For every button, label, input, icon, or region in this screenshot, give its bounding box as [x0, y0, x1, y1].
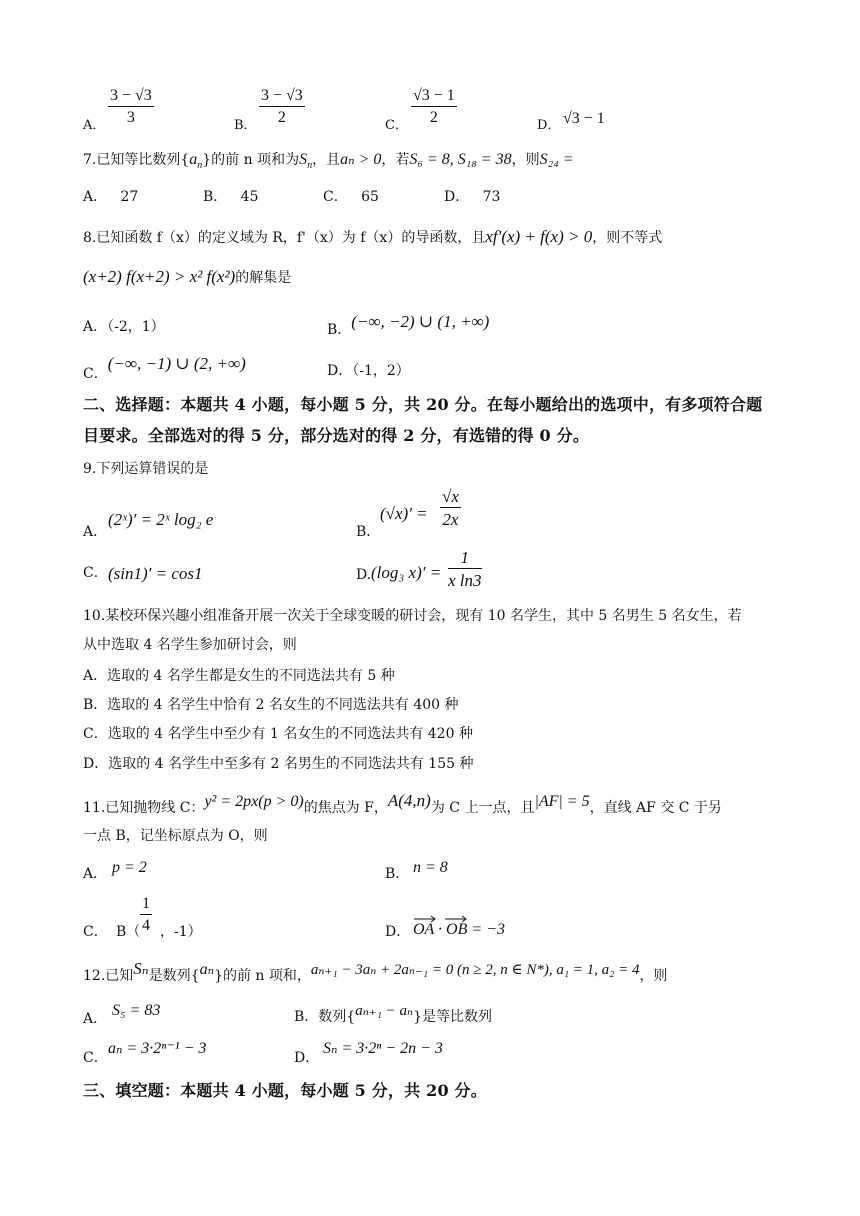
q7-condition-positive: aₙ > 0	[340, 151, 382, 168]
q11-option-d-label: D．	[385, 924, 411, 940]
q9-option-b-numerator: √x	[442, 487, 459, 506]
q8-option-c: C．(−∞, −1) ∪ (2, +∞)	[83, 354, 246, 382]
q12-option-b	[294, 1003, 493, 1025]
q9-option-d-denominator: x ln3	[448, 571, 482, 590]
q11-stem-part3: 为 C 上一点，且	[430, 800, 535, 816]
q9-option-d-label: D.	[356, 567, 372, 583]
q6-option-b-denominator: 2	[277, 109, 286, 126]
q8-stem-line2	[83, 268, 291, 285]
q9-option-a-expr: (2ˣ)′ = 2ˣ log₂ e	[108, 510, 214, 529]
q12-option-c-label: C．	[83, 1050, 108, 1066]
q11-parabola: y² = 2px(p > 0)	[204, 793, 304, 810]
section-2-line2: 目要求。全部选对的得 5 分，部分选对的得 2 分，有选错的得 0 分。	[83, 426, 590, 445]
q11-option-a-expr: p = 2	[112, 859, 147, 876]
q11-point: A(4,n)	[387, 791, 431, 810]
q9-option-b-lhs: (√x)′ =	[380, 504, 428, 523]
q7-seq-subscript: n	[197, 159, 203, 171]
q6-option-d-expr: √3 − 1	[563, 110, 605, 127]
q6-option-d-label: D．	[537, 118, 561, 133]
q10-option-c: C．选取的 4 名学生中至少有 1 名女生的不同选法共有 420 种	[83, 726, 473, 742]
q9-option-b-fraction	[440, 488, 461, 528]
q12-option-b-expr: aₙ₊₁ − aₙ	[355, 1003, 414, 1019]
q7-stem	[83, 152, 574, 171]
q9-option-c-expr: (sin1)′ = cos1	[108, 564, 203, 583]
q12-option-d-label: D．	[294, 1050, 320, 1066]
q8-inequality: (x+2) f(x+2) > x² f(x²)	[83, 267, 236, 286]
q6-option-b-numerator: 3 − √3	[259, 88, 305, 107]
q12-option-b-suffix: }是等比数列	[413, 1009, 493, 1025]
q9-option-c-label: C．	[83, 565, 108, 581]
q7-stem-part2: }的前 n 项和为	[202, 152, 300, 168]
q11-stem-part4: ，直线 AF 交 C 于另	[589, 800, 722, 816]
q12-stem	[83, 959, 668, 984]
q9-option-a-label: A．	[83, 524, 108, 540]
q7-sum-subscript: n	[307, 159, 313, 171]
q6-option-a-fraction	[108, 88, 154, 126]
q6-option-c-label: C．	[385, 118, 408, 133]
q12-sum-symbol: Sₙ	[133, 959, 149, 978]
q12-stem-part4: ，则	[639, 968, 668, 984]
q9-option-b-denominator: 2x	[442, 510, 459, 529]
section-2-line1: 二、选择题：本题共 4 小题，每小题 5 分，共 20 分。在每小题给出的选项中，有多项符合题	[83, 395, 763, 414]
q9-option-d-numerator: 1	[448, 549, 482, 569]
q12-recurrence: aₙ₊₁ − 3aₙ + 2aₙ₋₁ = 0 (n ≥ 2, n ∈ N*), a₁ = 1, a₂ = 4	[310, 962, 640, 978]
q11-stem-part2: 的焦点为 F，	[303, 800, 388, 816]
q9-stem: 9.下列运算错误的是	[83, 461, 209, 477]
q7-seq-symbol: a	[189, 151, 198, 168]
q9-option-d-lhs: (log₃ x)′ =	[371, 563, 442, 582]
q11-option-b-expr: n = 8	[413, 859, 448, 876]
q6-option-c-denominator: 2	[429, 109, 438, 126]
q6-option-a-label: A．	[83, 118, 106, 133]
q8-stem-part3: 的解集是	[235, 270, 292, 286]
q7-ask: S₂₄ =	[539, 151, 574, 168]
q8-stem-part1: 8.已知函数 f（x）的定义域为 R，f'（x）为 f（x）的导函数，且	[83, 230, 486, 246]
q12-stem-part1: 12.已知	[83, 968, 134, 984]
q7-stem-part1: 7.已知等比数列{	[83, 152, 190, 168]
q9-option-b-label: B．	[356, 524, 381, 540]
q11-option-c-denominator: 4	[142, 917, 150, 934]
q12-option-a-label: A．	[83, 1011, 108, 1027]
q10-option-d: D．选取的 4 名学生中至多有 2 名男生的不同选法共有 155 种	[83, 756, 474, 772]
q11-option-c-prefix: B（	[116, 924, 141, 940]
q8-option-b: B．(−∞, −2) ∪ (1, +∞)	[327, 312, 490, 338]
q6-option-b-fraction	[259, 88, 305, 126]
q11-option-a-label: A．	[83, 866, 108, 882]
q12-option-d-expr: Sₙ = 3·2ⁿ − 2n − 3	[323, 1040, 443, 1057]
q7-condition-sums: S₆ = 8, S₁₈ = 38	[409, 151, 512, 168]
q8-stem-part2: ，则不等式	[592, 230, 663, 246]
q7-stem-part5: ，则	[511, 152, 540, 168]
q12-seq-symbol: aₙ	[199, 961, 215, 978]
q10-stem-line2: 从中选取 4 名学生参加研讨会，则	[83, 637, 297, 653]
q12-option-c-expr: aₙ = 3·2ⁿ⁻¹ − 3	[108, 1040, 207, 1057]
q7-sum-symbol: S	[299, 151, 308, 168]
q10-option-b: B．选取的 4 名学生中恰有 2 名女生的不同选法共有 400 种	[83, 697, 459, 713]
q9-option-d-fraction	[448, 549, 482, 589]
q6-option-c-fraction	[411, 88, 457, 126]
q12-stem-part3: }的前 n 项和，	[214, 968, 311, 984]
q10-option-a: A．选取的 4 名学生都是女生的不同选法共有 5 种	[83, 668, 395, 684]
q7-stem-part3: ，且	[312, 152, 341, 168]
q11-option-c-suffix: ，-1）	[160, 924, 202, 940]
q7-option-a: A． 27	[83, 189, 139, 205]
q11-option-c-numerator: 1	[140, 896, 152, 915]
q12-option-b-prefix: 数列{	[318, 1009, 356, 1025]
section-3-heading: 三、填空题：本题共 4 小题，每小题 5 分，共 20 分。	[83, 1081, 487, 1100]
q6-option-b-label: B．	[234, 118, 257, 133]
q11-option-c-fraction	[140, 896, 152, 934]
q8-option-d: D．（-1，2）	[327, 363, 410, 379]
q12-stem-part2: 是数列{	[148, 968, 200, 984]
q7-option-c: C． 65	[323, 189, 379, 205]
q12-option-b-label: B．	[294, 1009, 319, 1025]
q11-stem-line1	[83, 791, 722, 816]
q11-stem-part1: 11.已知抛物线 C：	[83, 800, 205, 816]
q6-option-c-numerator: √3 − 1	[411, 88, 457, 107]
q11-option-b-label: B．	[385, 866, 410, 882]
q6-option-a-numerator: 3 − √3	[108, 88, 154, 107]
q7-option-b: B． 45	[203, 189, 259, 205]
q10-stem-line1: 10.某校环保兴趣小组准备开展一次关于全球变暖的研讨会，现有 10 名学生，其中 5 名男生 5 名女生，若	[83, 608, 742, 624]
q11-option-c-label: C．	[83, 924, 108, 940]
q12-option-a-expr: S₅ = 83	[112, 1002, 161, 1019]
q7-option-d: D． 73	[444, 189, 501, 205]
q6-option-a-denominator: 3	[126, 109, 135, 126]
q8-stem-line1	[83, 228, 662, 245]
q11-vector-arrows	[413, 915, 483, 923]
q7-stem-part4: ，若	[381, 152, 410, 168]
q11-option-d-expr: OA · OB = −3	[413, 921, 505, 938]
q11-stem-line2: 一点 B，记坐标原点为 O，则	[83, 828, 268, 844]
q11-distance: |AF| = 5	[534, 793, 590, 810]
q8-condition: xf′(x) + f(x) > 0	[485, 227, 593, 246]
q8-option-a: A．（-2，1）	[83, 319, 165, 335]
